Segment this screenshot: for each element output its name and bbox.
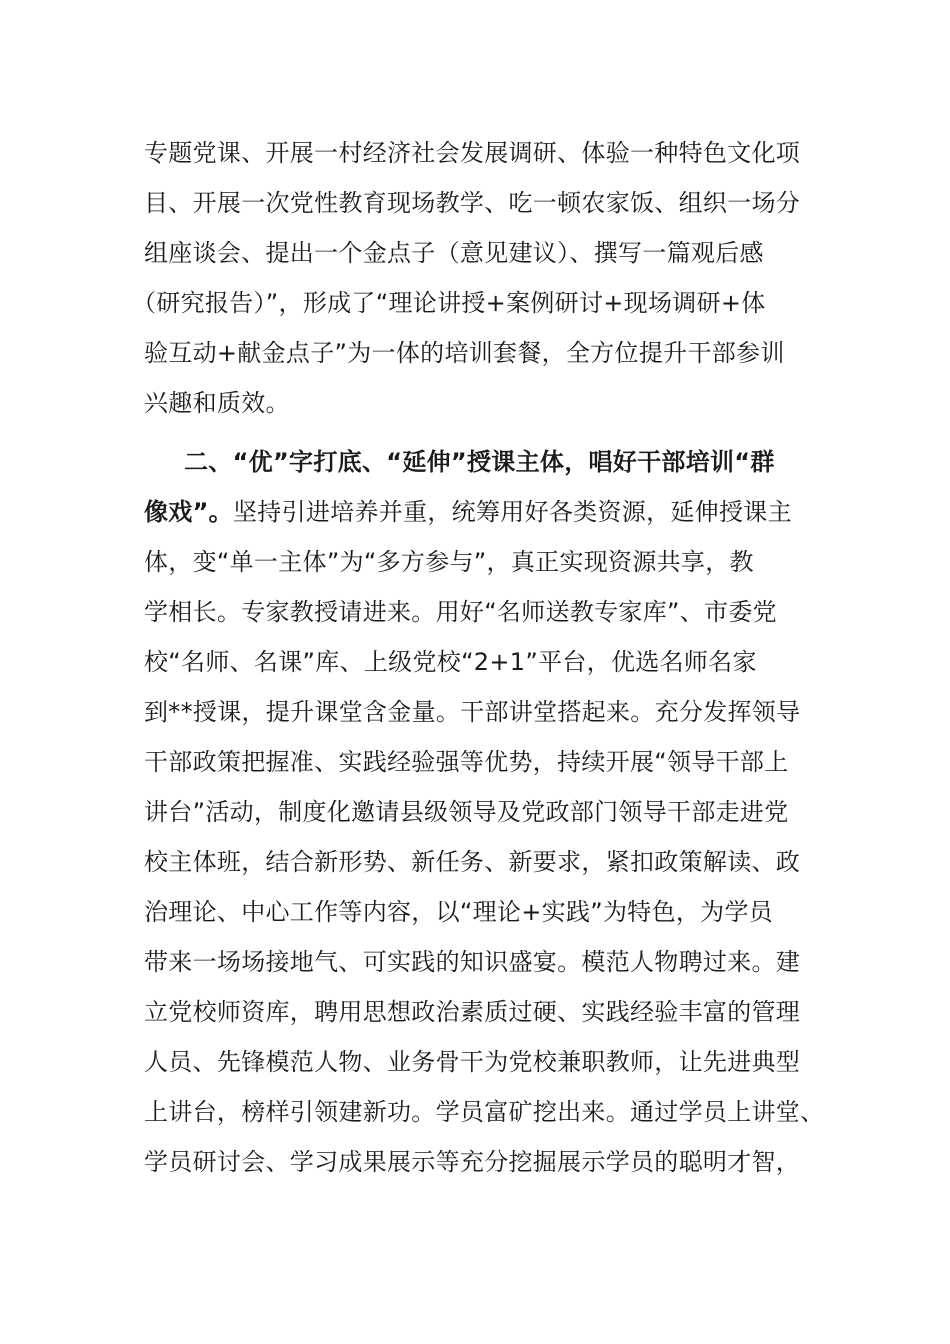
text-line: 讲台”活动，制度化邀请县级领导及党政部门领导干部走进党 (144, 798, 789, 826)
text-line: 校“名师、名课”库、上级党校“2+1”平台，优选名师名家 (144, 648, 757, 676)
text-line: 学员研讨会、学习成果展示等充分挖掘展示学员的聪明才智， (144, 1148, 801, 1176)
text-line: 治理论、中心工作等内容，以“理论+实践”为特色，为学员 (144, 898, 774, 926)
text-line: 带来一场场接地气、可实践的知识盛宴。模范人物聘过来。建 (144, 948, 801, 976)
text-line: 上讲台，榜样引领建新功。学员富矿挖出来。通过学员上讲堂、 (144, 1098, 825, 1126)
text-line: 兴趣和质效。 (144, 389, 290, 417)
text-line (144, 487, 792, 537)
text-line: 立党校师资库，聘用思想政治素质过硬、实践经验丰富的管理 (144, 998, 801, 1026)
text-line: 体，变“单一主体”为“多方参与”，真正实现资源共享，教 (144, 548, 754, 576)
text-line: 目、开展一次党性教育现场教学、吃一顿农家饭、组织一场分 (144, 189, 801, 217)
section-heading-end: 像戏”。 (144, 498, 233, 526)
section-heading: 二、“优”字打底、“延伸”授课主体，唱好干部培训“群 (184, 448, 775, 476)
text-line: 校主体班，结合新形势、新任务、新要求，紧扣政策解读、政 (144, 848, 801, 876)
text-line: （研究报告）”，形成了“理论讲授+案例研讨+现场调研+体 (132, 289, 766, 317)
text-line: 人员、先锋模范人物、业务骨干为党校兼职教师，让先进典型 (144, 1048, 801, 1076)
text-line: 到**授课，提升课堂含金量。干部讲堂搭起来。充分发挥领导 (144, 698, 801, 726)
text-line: 验互动+献金点子”为一体的培训套餐，全方位提升干部参训 (144, 339, 785, 367)
text-line: 组座谈会、提出一个金点子（意见建议）、撰写一篇观后感 (144, 239, 764, 267)
text-line: 学相长。专家教授请进来。用好“名师送教专家库”、市委党 (144, 598, 777, 626)
text-line: 专题党课、开展一村经济社会发展调研、体验一种特色文化项 (144, 139, 801, 167)
text-line: 干部政策把握准、实践经验强等优势，持续开展“领导干部上 (144, 748, 789, 776)
text-span: 坚持引进培养并重，统筹用好各类资源，延伸授课主 (232, 498, 792, 526)
